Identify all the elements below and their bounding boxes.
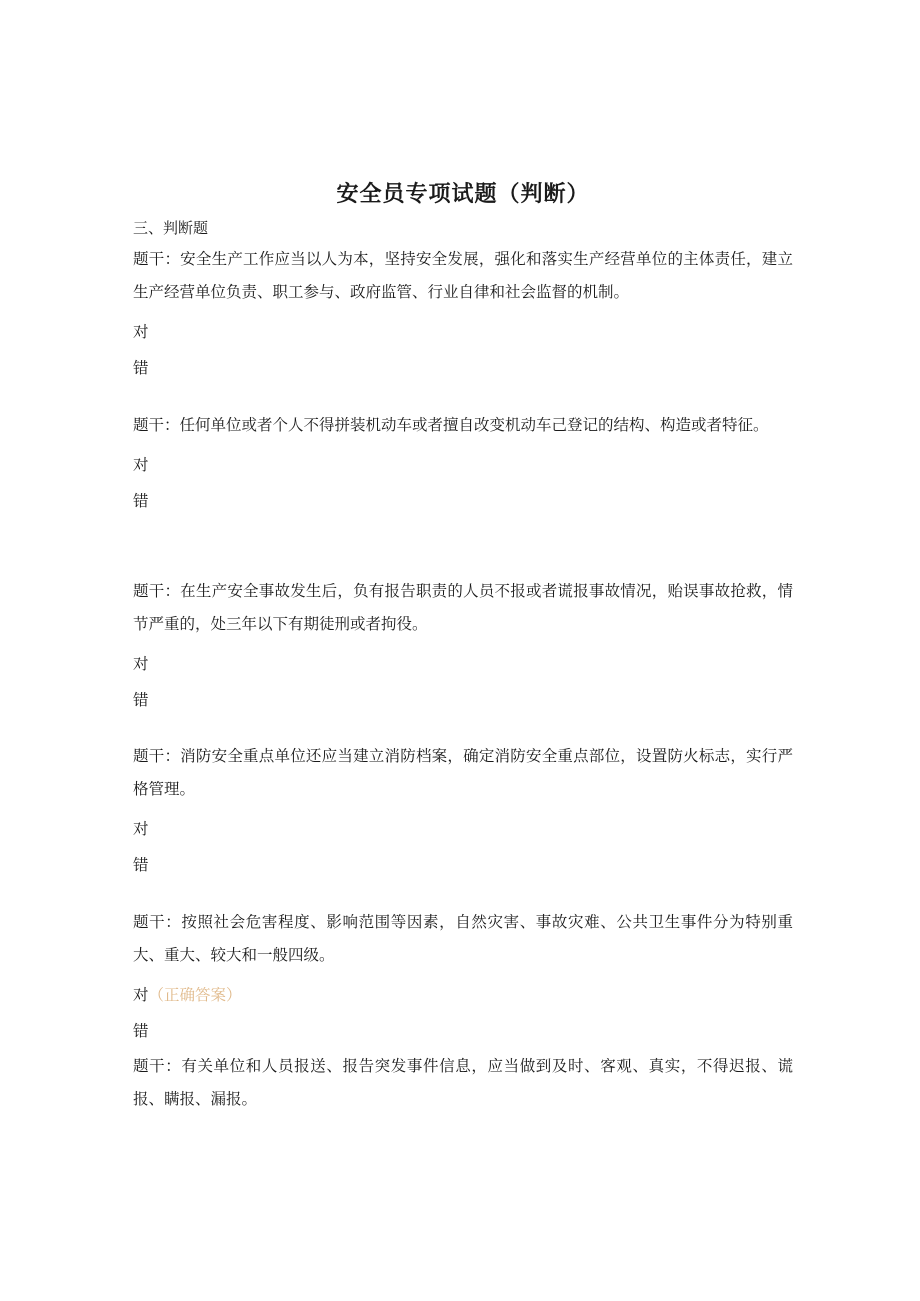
option-true-label: 对 bbox=[133, 456, 149, 474]
option-false[interactable] bbox=[133, 853, 793, 877]
option-true[interactable] bbox=[133, 817, 793, 841]
option-false[interactable] bbox=[133, 1019, 793, 1043]
option-false[interactable] bbox=[133, 688, 793, 712]
option-true[interactable] bbox=[133, 652, 793, 676]
option-true-label: 对 bbox=[133, 820, 149, 838]
option-false[interactable] bbox=[133, 489, 793, 513]
option-true-label: 对 bbox=[133, 655, 149, 673]
question-item bbox=[133, 740, 793, 877]
correct-answer-mark: （正确答案） bbox=[148, 986, 242, 1004]
question-stem: 题干：任何单位或者个人不得拼装机动车或者擅自改变机动车己登记的结构、构造或者特征。 bbox=[133, 416, 769, 434]
question-item bbox=[133, 575, 793, 712]
question-item bbox=[133, 906, 793, 1043]
question-stem: 题干：消防安全重点单位还应当建立消防档案，确定消防安全重点部位，设置防火标志，实行严格管理。 bbox=[133, 747, 793, 798]
option-false-label: 错 bbox=[133, 359, 149, 377]
question-item bbox=[133, 243, 793, 380]
option-true-label: 对 bbox=[133, 986, 149, 1004]
option-false-label: 错 bbox=[133, 492, 149, 510]
option-true[interactable] bbox=[133, 453, 793, 477]
option-true[interactable] bbox=[133, 983, 793, 1007]
section-heading: 三、判断题 bbox=[133, 219, 209, 237]
question-stem: 题干：在生产安全事故发生后，负有报告职责的人员不报或者谎报事故情况，贻误事故抢救，情节严重的，处三年以下有期徒刑或者拘役。 bbox=[133, 582, 793, 633]
option-true[interactable] bbox=[133, 320, 793, 344]
question-stem: 题干：按照社会危害程度、影响范围等因素，自然灾害、事故灾难、公共卫生事件分为特别重大、重大、较大和一般四级。 bbox=[133, 913, 793, 964]
question-stem: 题干：安全生产工作应当以人为本，坚持安全发展，强化和落实生产经营单位的主体责任，建立生产经营单位负责、职工参与、政府监管、行业自律和社会监督的机制。 bbox=[133, 250, 793, 301]
question-stem: 题干：有关单位和人员报送、报告突发事件信息，应当做到及时、客观、真实，不得迟报、谎报、瞒报、漏报。 bbox=[133, 1057, 793, 1108]
option-true-label: 对 bbox=[133, 323, 149, 341]
option-false-label: 错 bbox=[133, 691, 149, 709]
question-item bbox=[133, 409, 793, 513]
option-false[interactable] bbox=[133, 356, 793, 380]
option-false-label: 错 bbox=[133, 1022, 149, 1040]
option-false-label: 错 bbox=[133, 856, 149, 874]
question-item bbox=[133, 1050, 793, 1116]
page-title: 安全员专项试题（判断） bbox=[336, 180, 590, 207]
